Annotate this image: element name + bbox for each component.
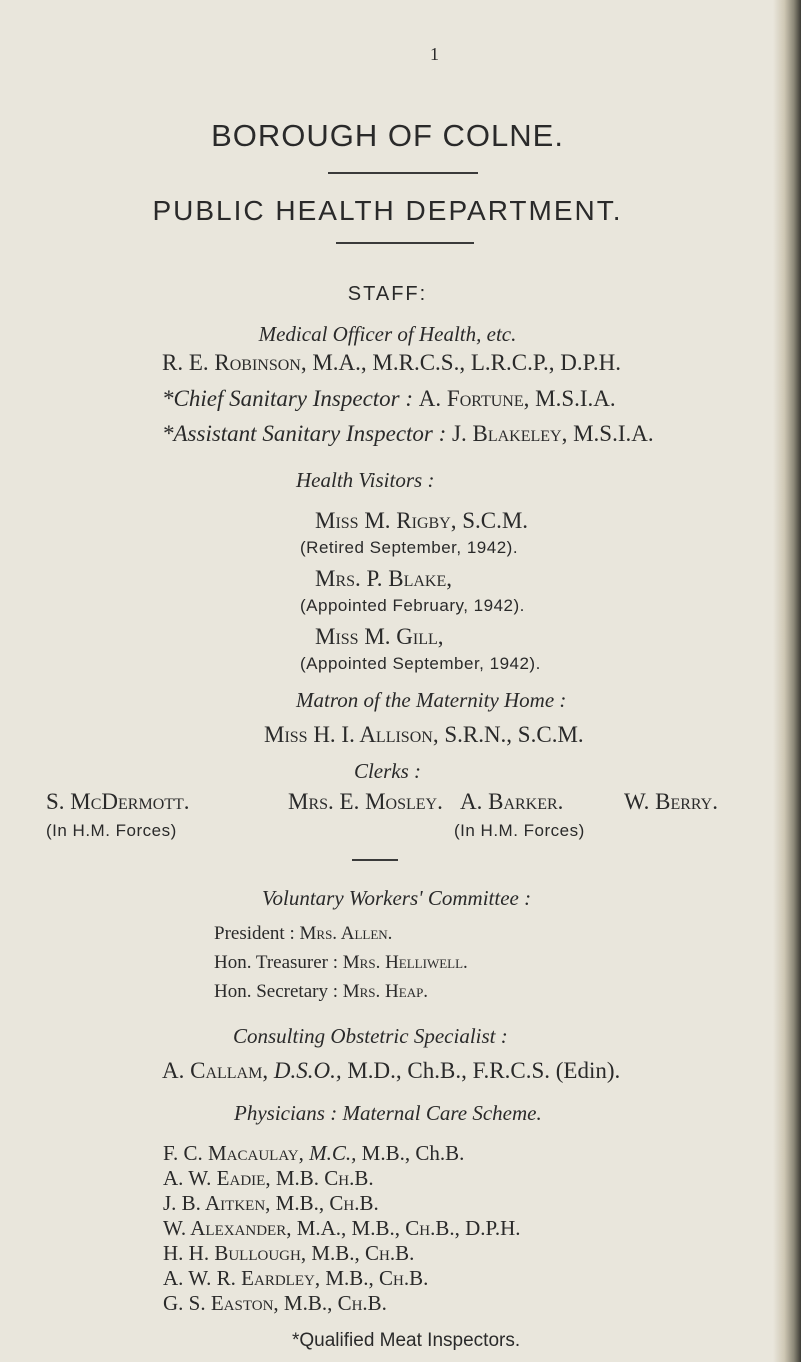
matron-heading: Matron of the Maternity Home : bbox=[296, 688, 567, 712]
committee-president-line bbox=[214, 923, 392, 945]
committee-member-name: Mrs. Helliwell. bbox=[342, 952, 468, 973]
page-number: 1 bbox=[430, 44, 439, 64]
chief-inspector-line bbox=[162, 386, 616, 412]
physician-entry: G. S. Easton, M.B., Ch.B. bbox=[163, 1291, 387, 1315]
committee-role-label: President : bbox=[214, 923, 295, 944]
clerk-name: W. Berry. bbox=[624, 789, 718, 814]
clerk-note: (In H.M. Forces) bbox=[46, 821, 177, 840]
clerk-name: S. McDermott. bbox=[46, 789, 190, 814]
health-visitor-note: (Appointed February, 1942). bbox=[300, 596, 525, 615]
health-visitor-name: Mrs. P. Blake, bbox=[315, 566, 453, 591]
assistant-inspector-name: J. Blakeley, M.S.I.A. bbox=[452, 421, 654, 446]
physician-entry: A. W. R. Eardley, M.B., Ch.B. bbox=[163, 1266, 429, 1290]
obstetric-qualifications: M.D., Ch.B., F.R.C.S. (Edin). bbox=[347, 1058, 621, 1083]
obstetric-specialist-line bbox=[162, 1058, 620, 1084]
divider bbox=[336, 242, 474, 244]
obstetric-heading: Consulting Obstetric Specialist : bbox=[233, 1024, 508, 1048]
footnote: *Qualified Meat Inspectors. bbox=[292, 1330, 521, 1351]
committee-secretary-line bbox=[214, 981, 428, 1003]
committee-role-label: Hon. Secretary : bbox=[214, 981, 338, 1002]
divider bbox=[352, 859, 398, 861]
health-visitors-heading: Health Visitors : bbox=[296, 468, 435, 492]
moh-title: Medical Officer of Health, etc. bbox=[258, 322, 517, 346]
committee-member-name: Mrs. Allen. bbox=[299, 923, 393, 944]
physicians-heading: Physicians : Maternal Care Scheme. bbox=[234, 1101, 542, 1125]
physician-name: F. C. Macaulay, bbox=[163, 1141, 304, 1165]
assistant-inspector-title: *Assistant Sanitary Inspector : bbox=[162, 421, 447, 446]
clerk-name: Mrs. E. Mosley. bbox=[288, 789, 443, 814]
clerk-note: (In H.M. Forces) bbox=[454, 821, 585, 840]
obstetric-name: A. Callam, bbox=[162, 1058, 269, 1083]
health-visitor-note: (Appointed September, 1942). bbox=[300, 654, 541, 673]
chief-inspector-name: A. Fortune, M.S.I.A. bbox=[418, 386, 616, 411]
clerk-name: A. Barker. bbox=[460, 789, 564, 814]
health-visitor-note: (Retired September, 1942). bbox=[300, 538, 519, 557]
physician-entry: W. Alexander, M.A., M.B., Ch.B., D.P.H. bbox=[163, 1216, 521, 1240]
physician-entry: H. H. Bullough, M.B., Ch.B. bbox=[163, 1241, 415, 1265]
committee-role-label: Hon. Treasurer : bbox=[214, 952, 339, 973]
committee-heading: Voluntary Workers' Committee : bbox=[262, 886, 532, 910]
chief-inspector-title: *Chief Sanitary Inspector : bbox=[162, 386, 414, 411]
moh-name: R. E. Robinson, M.A., M.R.C.S., L.R.C.P., D.P.H. bbox=[162, 350, 622, 375]
obstetric-honour: D.S.O., bbox=[273, 1058, 342, 1083]
document-title: BOROUGH OF COLNE. bbox=[211, 118, 564, 153]
physician-entry: J. B. Aitken, M.B., Ch.B. bbox=[163, 1191, 379, 1215]
physician-entry bbox=[163, 1141, 464, 1166]
physician-honour: M.C., bbox=[309, 1141, 357, 1165]
clerks-heading: Clerks : bbox=[353, 759, 422, 783]
staff-heading: STAFF: bbox=[347, 283, 428, 305]
physician-qualifications: M.B., Ch.B. bbox=[361, 1141, 465, 1165]
committee-treasurer-line bbox=[214, 952, 468, 974]
health-visitor-name: Miss M. Rigby, S.C.M. bbox=[315, 508, 529, 533]
assistant-inspector-line bbox=[162, 421, 654, 447]
physician-entry: A. W. Eadie, M.B. Ch.B. bbox=[163, 1166, 374, 1190]
matron-name: Miss H. I. Allison, S.R.N., S.C.M. bbox=[264, 722, 584, 747]
health-visitor-name: Miss M. Gill, bbox=[315, 624, 444, 649]
divider bbox=[328, 172, 478, 174]
committee-member-name: Mrs. Heap. bbox=[342, 981, 429, 1002]
page-edge-shadow bbox=[773, 0, 801, 1362]
department-title: PUBLIC HEALTH DEPARTMENT. bbox=[152, 195, 623, 226]
